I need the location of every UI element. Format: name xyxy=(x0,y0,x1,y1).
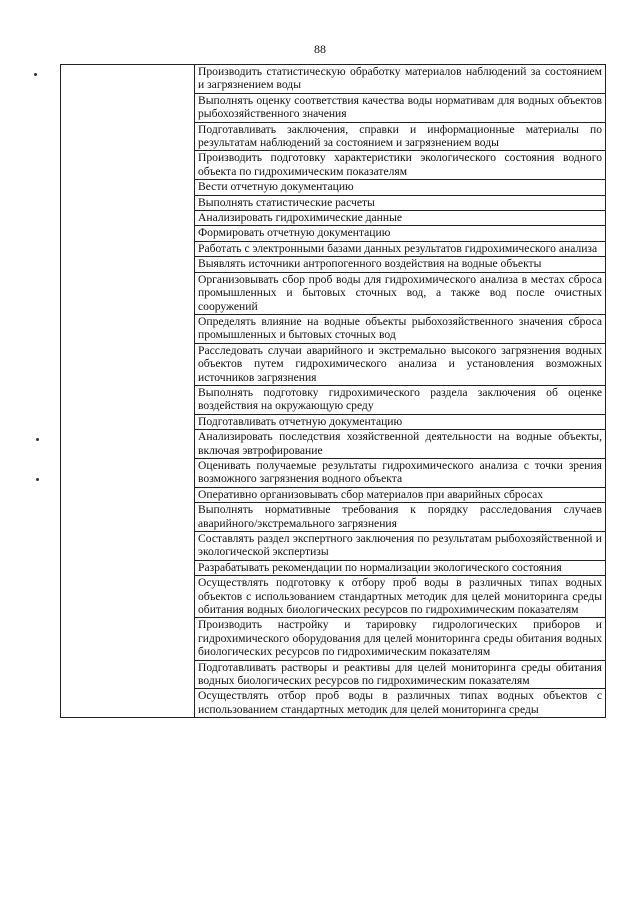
skill-cell: Расследовать случаи аварийного и экстремально высокого загрязнения водных объектов путем гидрохимического анализа и установления возможных источников загрязнения xyxy=(195,343,606,385)
skill-cell: Осуществлять подготовку к отбору проб воды в различных типах водных объектов с использованием стандартных методик для целей мониторинга среды обитания водных биологических ресурсов по гидрохимическим показателям xyxy=(195,576,606,618)
skill-cell: Подготавливать растворы и реактивы для целей мониторинга среды обитания водных биологических ресурсов по гидрохимическим показателям xyxy=(195,660,606,689)
skills-table-body xyxy=(61,65,606,718)
labor-function-cell xyxy=(61,65,195,718)
skill-cell: Осуществлять отбор проб воды в различных типах водных объектов с использованием стандартных методик для целей мониторинга среды xyxy=(195,689,606,718)
skill-cell: Организовывать сбор проб воды для гидрохимического анализа в местах сброса промышленных и бытовых сточных вод, а также вод после очистных сооружений xyxy=(195,272,606,314)
skill-cell: Выполнять подготовку гидрохимического раздела заключения об оценке воздействия на окружающую среду xyxy=(195,385,606,414)
skill-cell: Выполнять нормативные требования к порядку расследования случаев аварийного/экстремального загрязнения xyxy=(195,503,606,532)
margin-mark xyxy=(36,438,39,441)
skill-cell: Формировать отчетную документацию xyxy=(195,226,606,241)
skill-cell: Производить статистическую обработку материалов наблюдений за состоянием и загрязнением воды xyxy=(195,65,606,94)
skill-cell: Выявлять источники антропогенного воздействия на водные объекты xyxy=(195,257,606,272)
margin-mark xyxy=(36,478,39,481)
skill-cell: Анализировать последствия хозяйственной деятельности на водные объекты, включая эвтрофирование xyxy=(195,430,606,459)
skill-cell: Оперативно организовывать сбор материалов при аварийных сбросах xyxy=(195,487,606,502)
page-number: 88 xyxy=(314,42,326,56)
margin-mark xyxy=(34,73,37,76)
skill-cell: Подготавливать отчетную документацию xyxy=(195,414,606,429)
skill-cell: Работать с электронными базами данных результатов гидрохимического анализа xyxy=(195,241,606,256)
skill-cell: Составлять раздел экспертного заключения по результатам рыбохозяйственной и экологической экспертизы xyxy=(195,532,606,561)
skill-cell: Определять влияние на водные объекты рыбохозяйственного значения сброса промышленных и бытовых сточных вод xyxy=(195,314,606,343)
skill-cell: Разрабатывать рекомендации по нормализации экологического состояния xyxy=(195,560,606,575)
skill-cell: Выполнять оценку соответствия качества воды нормативам для водных объектов рыбохозяйственного значения xyxy=(195,93,606,122)
skill-cell: Вести отчетную документацию xyxy=(195,180,606,195)
skill-cell: Анализировать гидрохимические данные xyxy=(195,211,606,226)
skill-cell: Производить подготовку характеристики экологического состояния водного объекта по гидрохимическим показателям xyxy=(195,151,606,180)
skill-cell: Выполнять статистические расчеты xyxy=(195,195,606,210)
skill-cell: Производить настройку и тарировку гидрологических приборов и гидрохимического оборудования для целей мониторинга среды обитания водных биологических ресурсов по гидрохимическим показателям xyxy=(195,618,606,660)
skill-cell: Оценивать получаемые результаты гидрохимического анализа с точки зрения возможного загрязнения водного объекта xyxy=(195,458,606,487)
skills-table xyxy=(60,64,606,718)
table-row xyxy=(61,65,606,94)
skill-cell: Подготавливать заключения, справки и информационные материалы по результатам наблюдений за состоянием и загрязнением воды xyxy=(195,122,606,151)
